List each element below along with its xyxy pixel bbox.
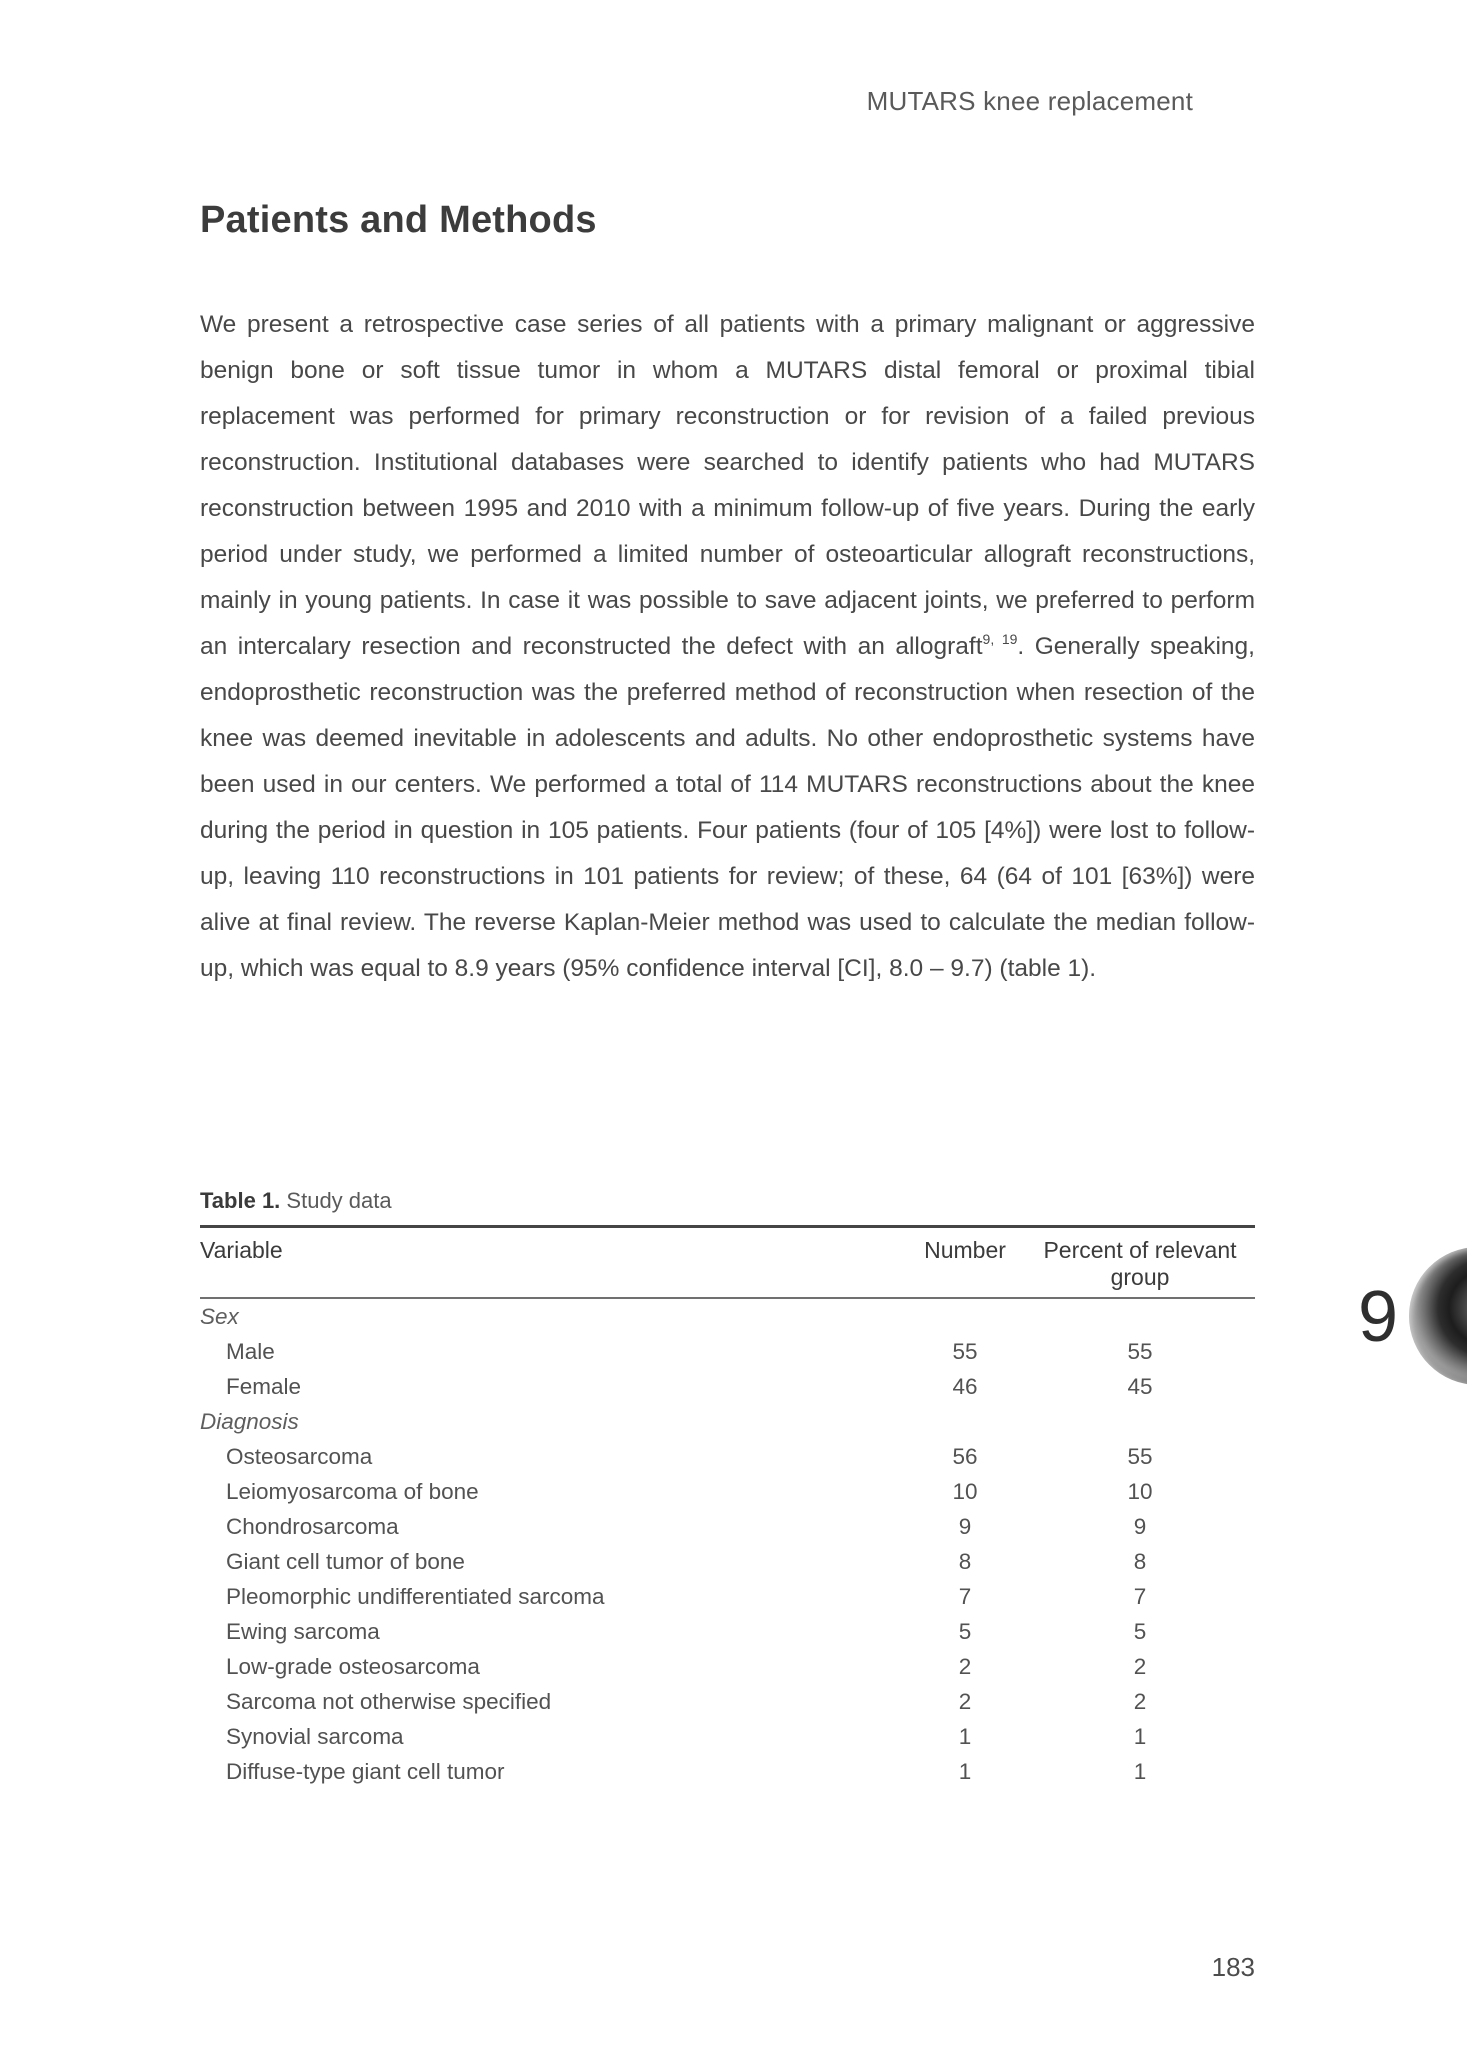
row-number: 7 <box>958 1583 972 1609</box>
column-header-number: Number <box>924 1237 1006 1263</box>
row-percent: 2 <box>1133 1688 1147 1714</box>
row-label: Pleomorphic undifferentiated sarcoma <box>226 1583 605 1609</box>
running-header: MUTARS knee replacement <box>866 86 1193 116</box>
row-percent: 8 <box>1133 1548 1147 1574</box>
row-number: 5 <box>958 1618 972 1644</box>
paragraph-text-2: . Generally speaking, endoprosthetic reconstruction was the preferred method of reconstruction when resection of the knee was deemed inevitable in adolescents and adults. No other endoprosthetic systems have been used in our centers. We performed a total of 114 MUTARS reconstructions about the knee during the period in question in 105 patients. Four patients (four of 105 [4%]) were lost to follow-up, leaving 110 reconstructions in 101 patients for review; of these, 64 (64 of 101 [63%]) were alive at final review. The reverse Kaplan-Meier method was used to calculate the median follow-up, which was equal to 8.9 years (95% confidence interval [CI], 8.0 – 9.7) (table 1). <box>200 633 1255 982</box>
row-percent: 55 <box>1127 1338 1153 1364</box>
row-percent: 10 <box>1127 1478 1153 1504</box>
row-label: Male <box>226 1338 275 1364</box>
study-table <box>200 1188 1255 1789</box>
row-number: 46 <box>952 1373 978 1399</box>
table-caption <box>200 1188 1255 1214</box>
reference-superscript: 9, 19 <box>982 631 1018 647</box>
row-label: Sex <box>200 1303 239 1329</box>
table-row <box>200 1754 1255 1789</box>
table-row <box>200 1649 1255 1684</box>
table-row <box>200 1404 1255 1439</box>
row-label: Ewing sarcoma <box>226 1618 380 1644</box>
body-paragraph <box>200 302 1255 992</box>
table-row <box>200 1474 1255 1509</box>
column-header-variable: Variable <box>200 1237 283 1263</box>
row-percent: 45 <box>1127 1373 1153 1399</box>
row-percent: 1 <box>1133 1758 1147 1784</box>
table-row <box>200 1299 1255 1334</box>
row-number: 2 <box>958 1688 972 1714</box>
table-header-row <box>200 1228 1255 1297</box>
row-number: 1 <box>958 1758 972 1784</box>
table-row <box>200 1369 1255 1404</box>
row-label: Giant cell tumor of bone <box>226 1548 465 1574</box>
column-header-percent: Percent of relevant group <box>1043 1237 1237 1290</box>
row-percent: 5 <box>1133 1618 1147 1644</box>
table-row <box>200 1684 1255 1719</box>
table-row <box>200 1614 1255 1649</box>
table-row <box>200 1719 1255 1754</box>
row-number: 9 <box>958 1513 972 1539</box>
paragraph-text-1: We present a retrospective case series of all patients with a primary malignant or aggressive benign bone or soft tissue tumor in whom a MUTARS distal femoral or proximal tibial replacement was performed for primary reconstruction or for revision of a failed previous reconstruction. Institutional databases were searched to identify patients who had MUTARS reconstruction between 1995 and 2010 with a minimum follow-up of five years. During the early period under study, we performed a limited number of osteoarticular allograft reconstructions, mainly in young patients. In case it was possible to save adjacent joints, we preferred to perform an intercalary resection and reconstructed the defect with an allograft <box>200 311 1255 660</box>
row-number: 55 <box>952 1338 978 1364</box>
table-row <box>200 1334 1255 1369</box>
row-label: Leiomyosarcoma of bone <box>226 1478 479 1504</box>
row-number: 8 <box>958 1548 972 1574</box>
row-percent: 55 <box>1127 1443 1153 1469</box>
row-label: Low-grade osteosarcoma <box>226 1653 480 1679</box>
row-label: Chondrosarcoma <box>226 1513 399 1539</box>
row-number: 56 <box>952 1443 978 1469</box>
row-label: Female <box>226 1373 302 1399</box>
prosthesis-head-photo-icon <box>1409 1247 1467 1385</box>
row-label: Osteosarcoma <box>226 1443 373 1469</box>
page-title: Patients and Methods <box>200 199 597 241</box>
table-row <box>200 1544 1255 1579</box>
table-row <box>200 1579 1255 1614</box>
row-percent: 9 <box>1133 1513 1147 1539</box>
table-row <box>200 1509 1255 1544</box>
row-percent: 1 <box>1133 1723 1147 1749</box>
row-percent: 7 <box>1133 1583 1147 1609</box>
table-row <box>200 1439 1255 1474</box>
row-number: 10 <box>952 1478 978 1504</box>
chapter-number: 9 <box>1358 1277 1399 1357</box>
row-number: 1 <box>958 1723 972 1749</box>
page-number: 183 <box>1211 1952 1255 1982</box>
table-caption-label: Table 1. <box>200 1188 281 1213</box>
row-percent: 2 <box>1133 1653 1147 1679</box>
row-number: 2 <box>958 1653 972 1679</box>
row-label: Sarcoma not otherwise specified <box>226 1688 552 1714</box>
row-label: Synovial sarcoma <box>226 1723 404 1749</box>
table-caption-text: Study data <box>286 1188 392 1213</box>
row-label: Diffuse-type giant cell tumor <box>226 1758 505 1784</box>
row-label: Diagnosis <box>200 1408 299 1434</box>
